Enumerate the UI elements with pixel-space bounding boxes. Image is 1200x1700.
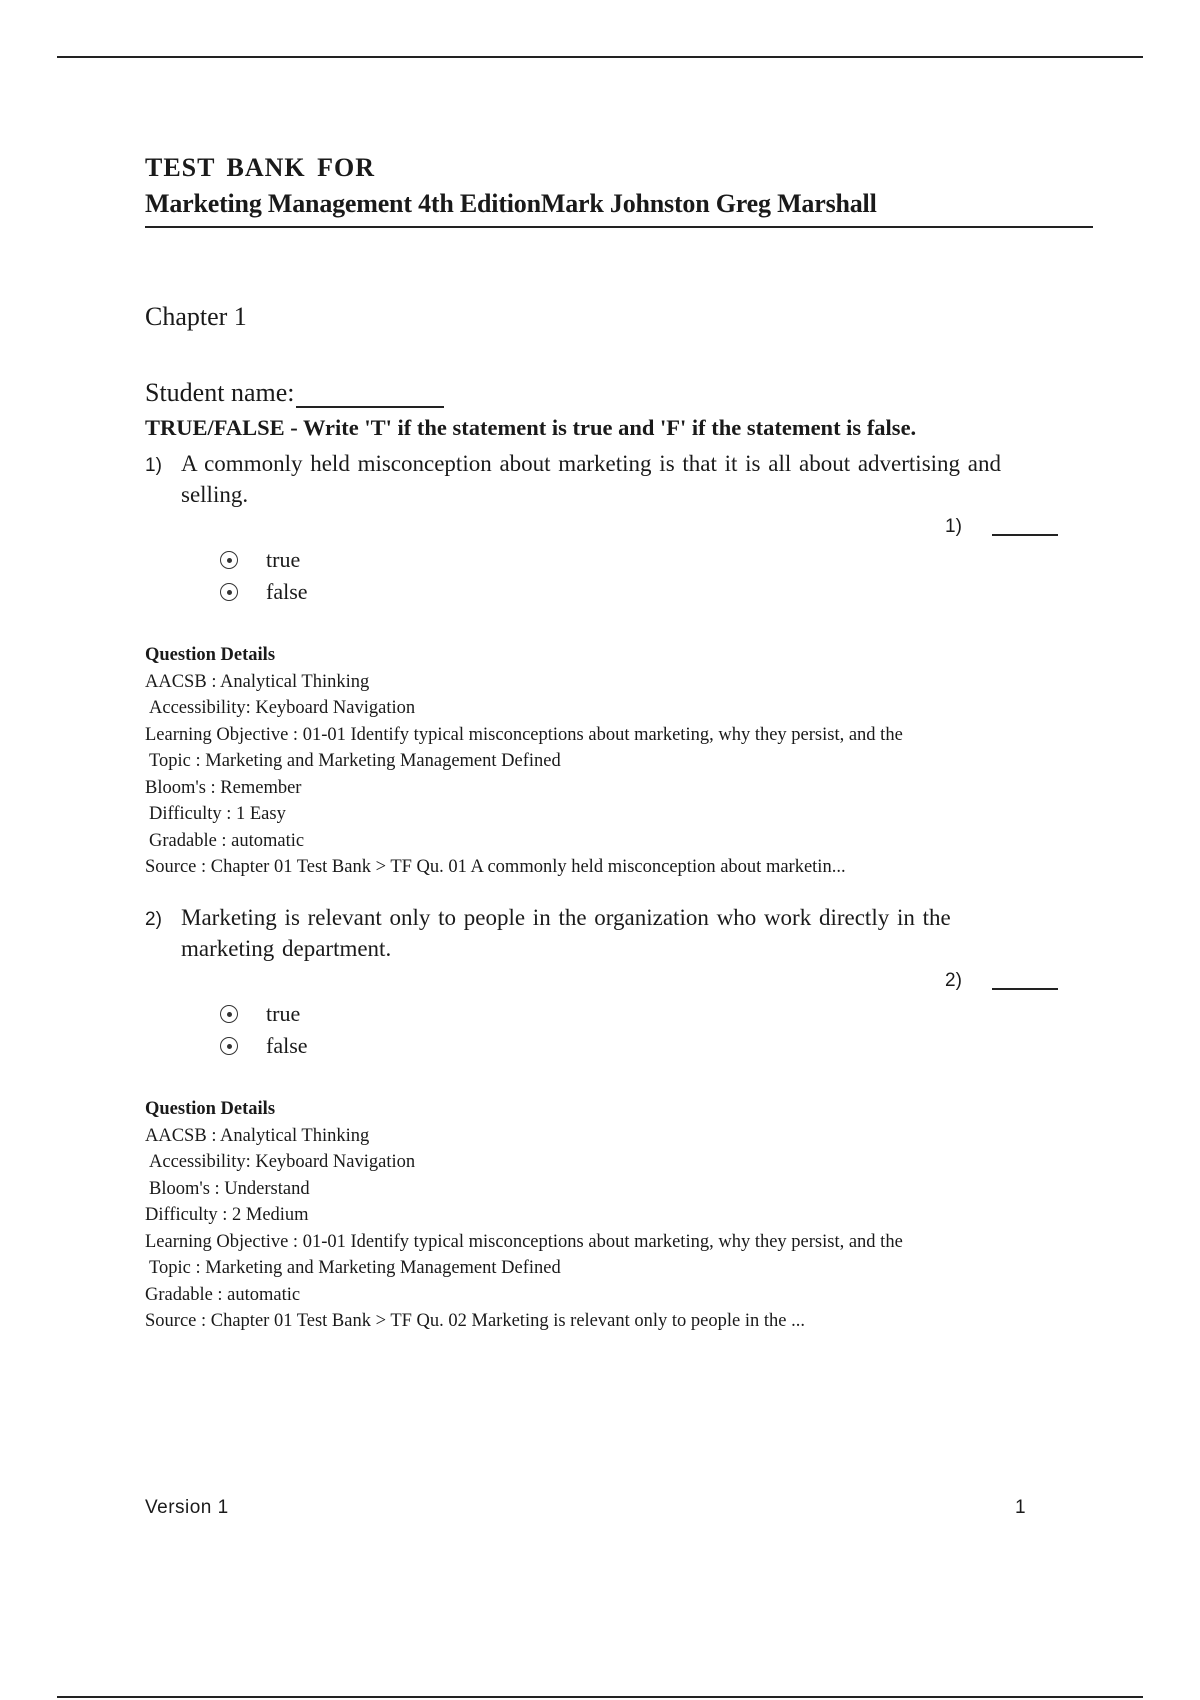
answer-slot [145, 514, 1095, 544]
detail-row: Gradable : automatic [149, 830, 305, 851]
details-title: Question Details [145, 1099, 276, 1119]
detail-row: Source : Chapter 01 Test Bank > TF Qu. 02 Marketing is relevant only to people in the ... [145, 1311, 805, 1331]
detail-row: Gradable : automatic [145, 1284, 301, 1305]
detail-row: AACSB : Analytical Thinking [145, 671, 370, 692]
question-number: 2) [145, 909, 162, 930]
radio-icon[interactable] [220, 1037, 238, 1055]
student-name-field [145, 378, 444, 408]
option-false[interactable] [220, 1030, 1095, 1062]
question-text: Marketing is relevant only to people in the organization who work directly in the marketing department. [181, 905, 951, 961]
chapter-title: Chapter 1 [145, 302, 247, 331]
instructions: TRUE/FALSE - Write 'T' if the statement is true and 'F' if the statement is false. [145, 415, 917, 440]
detail-row: Learning Objective : 01-01 Identify typical misconceptions about marketing, why they persist, and the [145, 724, 903, 745]
answer-blank[interactable] [992, 988, 1058, 990]
answer-number: 2) [945, 970, 962, 991]
question-stem [145, 448, 1095, 510]
document-header [145, 150, 1093, 228]
detail-row: Topic : Marketing and Marketing Management Defined [149, 1258, 561, 1278]
question-text: A commonly held misconception about marketing is that it is all about advertising and selling. [181, 451, 1001, 507]
details-title: Question Details [145, 645, 276, 665]
student-name-label: Student name: [145, 378, 295, 407]
answer-number: 1) [945, 516, 962, 537]
detail-row: Bloom's : Understand [149, 1178, 310, 1199]
detail-row: Topic : Marketing and Marketing Management Defined [149, 751, 561, 771]
question-details [145, 642, 1095, 881]
answer-options [220, 544, 1095, 608]
detail-row: Accessibility: Keyboard Navigation [149, 698, 416, 718]
option-true[interactable] [220, 544, 1095, 576]
detail-row: Difficulty : 1 Easy [149, 804, 286, 824]
option-label: true [266, 547, 301, 572]
question-2 [145, 902, 1095, 1335]
question-details [145, 1096, 1095, 1335]
question-1 [145, 448, 1095, 881]
answer-blank[interactable] [992, 534, 1058, 536]
question-number: 1) [145, 455, 162, 476]
detail-row: Bloom's : Remember [145, 777, 302, 798]
footer-version: Version 1 [145, 1497, 229, 1518]
top-rule [57, 56, 1143, 58]
option-false[interactable] [220, 576, 1095, 608]
radio-icon[interactable] [220, 1005, 238, 1023]
option-label: false [266, 579, 308, 604]
option-label: true [266, 1001, 301, 1026]
detail-row: Source : Chapter 01 Test Bank > TF Qu. 01 A commonly held misconception about marketin... [145, 857, 846, 877]
student-name-blank[interactable] [296, 382, 444, 408]
detail-row: Difficulty : 2 Medium [145, 1205, 309, 1225]
bottom-rule [57, 1696, 1143, 1698]
footer-page-number: 1 [1015, 1497, 1026, 1518]
detail-row: Accessibility: Keyboard Navigation [149, 1152, 416, 1172]
radio-icon[interactable] [220, 583, 238, 601]
radio-icon[interactable] [220, 551, 238, 569]
detail-row: AACSB : Analytical Thinking [145, 1125, 370, 1146]
detail-row: Learning Objective : 01-01 Identify typical misconceptions about marketing, why they persist, and the [145, 1231, 903, 1252]
option-label: false [266, 1033, 308, 1058]
option-true[interactable] [220, 998, 1095, 1030]
header-line-1: TEST BANK FOR [145, 153, 376, 182]
answer-options [220, 998, 1095, 1062]
book-title: Marketing Management 4th EditionMark Johnston Greg Marshall [145, 189, 877, 218]
answer-slot [145, 968, 1095, 998]
question-stem [145, 902, 1095, 964]
